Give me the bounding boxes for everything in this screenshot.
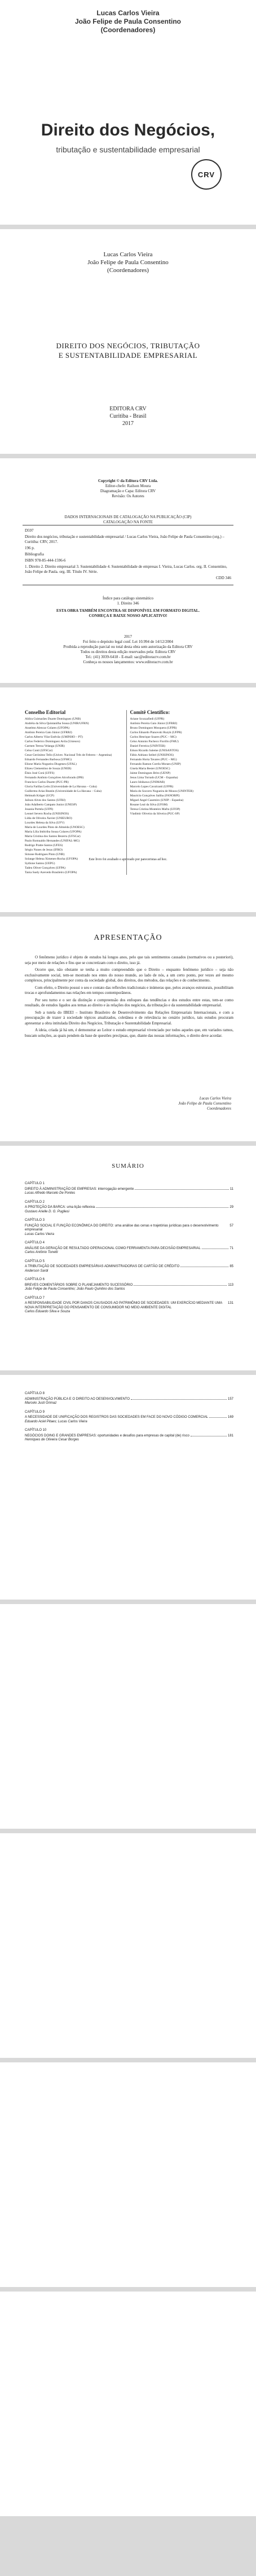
editorial-council-list <box>25 717 123 875</box>
table-of-contents <box>25 1182 233 1319</box>
toc-leader-dots <box>96 1204 228 1208</box>
table-of-contents-continued <box>25 1392 233 1447</box>
toc-page-number: 11 <box>229 1187 233 1191</box>
toc-page-number: 85 <box>229 1265 233 1268</box>
signature-author: Lucas Carlos Vieira <box>199 1096 231 1101</box>
presentation-paragraph: A ideia, criada já há um, é demonstrar ao Leitor o estudo empresarial vivenciado por todos aqueles que, em variados ramos, buscam soluções, as quais pendem da base de questões precípuas, que, diante das nossas informações, o direito deve acordar. <box>25 1028 233 1038</box>
toc-chapter-title: DIREITO À ADMINISTRAÇÃO DE EMPRESAS: interrogação emergente <box>25 1187 134 1191</box>
crv-seal-logo <box>191 159 222 190</box>
copyright-line: Copyright © da Editora CRV Ltda. <box>98 479 158 483</box>
blank-page <box>0 2062 256 2287</box>
council-member: Gisela Maria Bester (UNOESC) <box>130 767 170 770</box>
toc-entry[interactable] <box>25 1296 233 1315</box>
cover-subtitle: tributação e sustentabilidade empresarial <box>56 145 200 154</box>
toc-author: Lucas Alfredo Marcelo De Pontes <box>25 1191 76 1195</box>
toc-chapter-title: FUNÇÃO SOCIAL E FUNÇÃO ECONÔMICA DO DIREITO: uma análise das cenas e trajetórias jurídicas para o desenvolvimento empresarial <box>25 1224 219 1232</box>
toc-entry[interactable] <box>25 1219 233 1237</box>
cover-page <box>0 0 256 225</box>
cover-author-2: João Felipe de Paula Consentino <box>74 17 182 25</box>
copyright-footer <box>23 634 233 665</box>
catalog-line: 196 p. <box>25 546 35 550</box>
catalog-line: 1. Direito 2. Direito empresarial 3. Sustentabilidade 4. Sustentabilidade de empresas I. Vieira, Lucas Carlos. org. II. Consentino, João Felipe de Paula. org. III. Título IV. Série. <box>25 564 227 574</box>
footer-line: Tel.: (41) 3039-6418 - E-mail: sac@editoracrv.com.br <box>85 655 171 659</box>
presentation-paragraph: Por seu turno e o ser da distinção e compreensão dos enfoques das tendências e dos estudos entre estas, tem-se como resultado, de estudos ligados aos temas ao direito e às relações dos negócios, da tributação e da sustentabilidade empresarial. <box>25 997 233 1007</box>
catalog-line: ISBN 978-85-444-1596-6 <box>25 558 66 563</box>
council-member: Josania Portela (UFPI) <box>25 808 54 811</box>
council-member: Maria de Lourdes Pinto de Almeida (UNOESC) <box>25 826 85 829</box>
council-member: Tania Suely Azevedo Brasileiro (UFOPA) <box>25 871 77 874</box>
council-member: Rodrigo Pratte-Santos (UFES) <box>25 844 63 847</box>
toc-page-number: 29 <box>229 1206 233 1209</box>
catalog-line: Bibliografia <box>25 552 44 557</box>
council-member: Jailson Alves dos Santos (UFRJ) <box>25 799 66 802</box>
toc-page-number: 113 <box>228 1283 233 1287</box>
council-member: Antônio Pereira Gaio Júnior (UFRRJ) <box>130 722 178 725</box>
digital-line: CONHEÇA E BAIXE NOSSO APLICATIVO! <box>89 614 167 618</box>
copyright-line: Revisão: Os Autores <box>112 494 144 498</box>
council-member: Fernando Ramon Corrêa Moraes (UNIP) <box>130 763 181 766</box>
toc-page-number: 181 <box>227 1434 233 1438</box>
blank-page <box>0 1604 256 1829</box>
council-member: Maria do Socorro Nogueira de Moura (UNINTER) <box>130 790 193 793</box>
toc-author: Henriques de Oliveira Cesar Borges <box>25 1438 80 1442</box>
council-member: Fábio Adriano Seibel (UNISINOS) <box>130 753 174 757</box>
council-member: Edson Ricardo Saleme (UNISANTOS) <box>130 749 179 752</box>
review-note: Este livro foi avaliado e aprovado por pareceristas ad hoc. <box>89 858 167 861</box>
toc-entry[interactable] <box>25 1241 233 1255</box>
footer-line: Foi feito o depósito legal conf. Lei 10.994 de 14/12/2004 <box>82 639 173 644</box>
catalog-title-line: DADOS INTERNACIONAIS DE CATALOGAÇÃO NA PUBLICAÇÃO (CIP) <box>64 515 192 519</box>
toc-chapter: CAPÍTULO 10 <box>25 1429 47 1432</box>
toc-line <box>25 1264 233 1269</box>
footer-line: 2017 <box>124 634 132 639</box>
title-page <box>0 229 256 454</box>
council-member: Jaime Domingues Brito (UENP) <box>130 772 171 775</box>
toc-page-number: 71 <box>229 1246 233 1250</box>
footer-line: Conheça os nossos lançamentos: www.editoracrv.com.br <box>83 660 173 664</box>
publisher-name: EDITORA CRV <box>109 406 147 412</box>
title-line-1: DIREITO DOS NEGÓCIOS, TRIBUTAÇÃO <box>56 341 200 350</box>
presentation-page <box>0 917 256 1141</box>
toc-leader-dots <box>202 1246 229 1249</box>
catalog-index-title: Índice para catálogo sistemático <box>103 596 153 601</box>
editorial-council-title: Conselho Editorial <box>25 709 66 715</box>
toc-author: Carlos Antônio Tonetti <box>25 1251 58 1254</box>
signature-author: João Felipe de Paula Consentino <box>178 1101 231 1106</box>
blank-page <box>0 1833 256 2058</box>
title-page-author-2: João Felipe de Paula Consentino <box>87 259 169 266</box>
council-member: Eduardo Fernandes Barbosa (UFMG) <box>25 758 72 761</box>
toc-leader-dots <box>134 1282 227 1286</box>
toc-entry[interactable] <box>25 1201 233 1215</box>
council-member: Elizeu Clementino de Souza (UNEB) <box>25 767 72 770</box>
council-member: Carlos Federico Dominguez Avila (Unieuro) <box>25 740 80 743</box>
toc-chapter: CAPÍTULO 4 <box>25 1241 45 1245</box>
toc-line <box>25 1246 233 1251</box>
cover-title: Direito dos Negócios, <box>41 121 215 139</box>
council-member: Carlos Alberto Vilar Estêvão (UMINHO – PT) <box>25 735 83 739</box>
toc-chapter-title: A PROTEÇÃO DA BARCA: uma lição reflexiva <box>25 1206 95 1209</box>
digital-line: ESTA OBRA TAMBÉM ENCONTRA-SE DISPONÍVEL EM FORMATO DIGITAL. <box>56 608 200 613</box>
toc-chapter: CAPÍTULO 2 <box>25 1200 45 1204</box>
catalog-line: Direito dos negócios, tributação e sustentabilidade empresarial / Lucas Carlos Vieira, João Felipe de Paula Consentino (org.) – Curitiba: CRV, 2017. <box>25 535 224 544</box>
title-page-publisher <box>0 405 256 427</box>
copyright-page <box>0 458 256 683</box>
catalog-cdd: CDD 346 <box>215 576 231 580</box>
council-member: Gloria Fariñas León (Universidade de La Havana – Cuba) <box>25 785 97 788</box>
council-member: Sydione Santos (UEPG) <box>25 862 55 865</box>
toc-chapter-title: A NECESSIDADE DE UNIFICAÇÃO DOS REGISTROS DAS SOCIEDADES EM FACE DO NOVO CÓDIGO COMERCIAL <box>25 1416 209 1419</box>
toc-chapter: CAPÍTULO 5 <box>25 1259 45 1263</box>
catalog-title-line: CATALOGAÇÃO NA FONTE <box>103 520 153 524</box>
scientific-committee <box>126 710 232 875</box>
council-member: Antônio Pereira Gaio Júnior (UFRRJ) <box>25 731 72 734</box>
toc-line <box>25 1186 233 1192</box>
toc-chapter: CAPÍTULO 3 <box>25 1219 45 1222</box>
digital-edition-notice <box>0 608 256 619</box>
toc-author: Gustavo Arielle D. G. Pugliesi <box>25 1210 69 1213</box>
blank-page <box>0 2292 256 2516</box>
toc-page-number: 57 <box>229 1224 233 1228</box>
footer-line: Proibida a reprodução parcial ou total desta obra sem autorização da Editora CRV <box>63 645 193 649</box>
toc-page-number: 157 <box>227 1397 233 1401</box>
council-member: Mauricio Gonçalves Saliba (FANORPI) <box>130 794 180 798</box>
title-page-title <box>11 341 245 360</box>
presentation-title: APRESENTAÇÃO <box>94 934 162 942</box>
council-member: Cesar Gerónimo Tello (Univer. Nacional Três de Febrero – Argentina) <box>25 753 112 757</box>
cover-author-1: Lucas Carlos Vieira <box>96 9 160 17</box>
toc-entry[interactable] <box>25 1278 233 1292</box>
council-member: Anselmo Alencar Colares (UFOPA) <box>25 726 70 730</box>
toc-chapter: CAPÍTULO 8 <box>25 1392 45 1395</box>
toc-entry[interactable] <box>25 1260 233 1274</box>
council-member: Vladimir Oliveira da Silveira (PUC-SP) <box>130 812 180 816</box>
toc-chapter: CAPÍTULO 7 <box>25 1296 45 1300</box>
council-member: Francisco Carlos Duarte (PUC-PR) <box>25 781 69 784</box>
council-member: Sérgio Nunes de Jesus (IFRO) <box>25 848 63 852</box>
presentation-paragraph: Sob a tutela do IBEEI – Instituto Brasileiro de Desenvolvimento das Relações Empresariais Internacionais, e com a preocupação de trazer à sociedade tópicos atualizados, coletânea e de relevância no cenário jurídico, tais estudos procuram apresentar a obra intitulada Direito dos Negócios, Tributação e Sustentabilidade Empresarial. <box>25 1010 233 1026</box>
toc-line <box>25 1300 233 1310</box>
toc-chapter: CAPÍTULO 6 <box>25 1278 45 1281</box>
toc-page-number: 169 <box>227 1416 233 1419</box>
toc-author: Carlos Eduardo Silva e Souza <box>25 1310 70 1313</box>
toc-line <box>25 1396 233 1402</box>
toc-chapter-title: ANÁLISE DA GERAÇÃO DE RESULTADO OPERACIONAL COMO FERRAMENTA PARA DECISÃO EMPRESARIAL <box>25 1246 201 1250</box>
council-member: Leonel Severo Rocha (UNISINOS) <box>25 812 69 816</box>
council-member: Helmuth Krüger (UCP) <box>25 794 54 798</box>
toc-line <box>25 1204 233 1210</box>
council-member: Celso Antonio Pacheco Fiorillo (FMU) <box>130 740 179 743</box>
toc-author: Eduardo Aciel Pitaes; Lucas Carlos Vieira <box>25 1420 87 1423</box>
council-member: Carlos Henrique Soares (PUC – MG) <box>130 735 176 739</box>
scientific-committee-list <box>130 717 228 816</box>
editorial-council <box>25 710 126 875</box>
council-member: Teresa Cristina Monteiro Mafra (UFOP) <box>130 808 180 811</box>
toc-author: Lucas Carlos Vieira <box>25 1232 54 1236</box>
toc-chapter-title: BREVES COMENTÁRIOS SOBRE O PLANEJAMENTO SUCESSÓRIO <box>25 1283 133 1287</box>
council-member: Élsio José Corá (UFFS) <box>25 772 55 775</box>
council-member: Andréia da Silva Quintanilha Sousa (UNIR/UFRN) <box>25 722 89 725</box>
publisher-year: 2017 <box>122 420 134 427</box>
toc-leader-dots <box>135 1186 228 1190</box>
copyright-line: Diagramação e Capa: Editora CRV <box>100 489 156 493</box>
publisher-city: Curitiba - Brasil <box>109 413 147 419</box>
council-member: Tadeu Oliver Gonçalves (UFPA) <box>25 866 65 870</box>
toc-leader-dots <box>209 1414 227 1418</box>
toc-line <box>25 1414 233 1420</box>
toc-author: Anderson Sardi <box>25 1269 48 1273</box>
toc-entry[interactable] <box>25 1392 233 1406</box>
title-line-2: E SUSTENTABILIDADE EMPRESARIAL <box>58 351 198 360</box>
scientific-committee-title: Comitê Científico: <box>130 709 170 715</box>
cover-authors <box>0 9 256 34</box>
cover-role: (Coordenadores) <box>100 26 156 34</box>
council-member: Jesus Lima Torrado (UCM – Espanha) <box>130 776 178 779</box>
council-member: Miguel Angel Casemiro (UNIP – Espanha) <box>130 799 184 802</box>
catalog-index <box>0 596 256 606</box>
toc-chapter-title: A RESPONSABILIDADE CIVIL POR DANOS CAUSADOS AO PATRIMÔNIO DE SOCIEDADES: UM EXERCÍCIO MEDIANTE UMA NOVA INTERPRETAÇÃO DO PENSAMENTO DE CONSUMIDOR NO MEIO AMBIENTE DIGITAL <box>25 1302 222 1309</box>
council-page <box>0 687 256 912</box>
toc-chapter-title: NEGÓCIOS DOING E GRANDES EMPRESAS: oportunidades e desafios para empresas de capital (de) risco <box>25 1434 189 1438</box>
catalog-index-item: 1. Direito 346 <box>117 601 139 606</box>
council-member: Elione Maria Nogueira Diogenes (UFAL) <box>25 763 77 766</box>
footer-line: Todos os direitos desta edição reservados pela: Editora CRV <box>80 650 176 654</box>
council-member: Solange Helena Ximenes-Rocha (UFOPA) <box>25 857 78 861</box>
catalog-title <box>23 515 233 525</box>
council-member: Fernando Antônio Gonçalves Alcoforado (IPB) <box>25 776 84 779</box>
presentation-paragraph: Ocorre que, não obstante se tenha a muito compreendido que o Direito – enquanto fenômeno jurídico – seja não exclusivamente social, tem-se mostrado nos entes do nosso mundo, ao lado de nós, a um certo ponto, por vezes até mesmo complexos, principalmente por conta da sociedade global, dos direitos, dos métodos, das relações e do conhecimento. <box>25 967 233 983</box>
council-member: Rosane Leal da Silva (UFSM) <box>130 803 168 807</box>
signature-role: Coordenadores <box>206 1106 231 1111</box>
presentation-paragraph: O fenômeno jurídico é objeto de estudos há longos anos, pelo que tais sentimentos causados (normativos ou a posteriori), seja por meio de relações e fins que se concretizam com o direito, isso já. <box>25 955 233 965</box>
crv-seal-text: CRV <box>197 170 215 179</box>
council-member: Carmen Tereza Velanga (UNIR) <box>25 744 65 748</box>
council-columns <box>25 710 231 875</box>
council-member: Daniel Ferreira (UNINTER) <box>130 744 166 748</box>
toc-chapter: CAPÍTULO 1 <box>25 1182 45 1185</box>
catalog-line: D597 <box>25 528 34 533</box>
copyright-line: Editor-chefe: Railson Moura <box>105 484 151 488</box>
council-member: Lauro Ishikawa (UNIMAR) <box>130 781 165 784</box>
council-member: Marcelo Lopes Cavalcanti (UFPR) <box>130 785 174 788</box>
title-page-author-1: Lucas Carlos Vieira <box>103 251 153 258</box>
council-member: Ariane Scozzafiedi (UFPR) <box>130 717 165 721</box>
toc-line <box>25 1282 233 1288</box>
council-member: Maria Lília Imbiriba Sousa Colares (UFOPA) <box>25 830 82 834</box>
presentation-paragraph: Com efeito, o Direito possui o seu e contato das reflexões tradicionais e inúmeras que, pelos avanços estruturais, possibilitam trocas e aprofundamentos nas relações em tempos contemporâneos. <box>25 985 233 995</box>
toc-chapter-title: ADMINISTRAÇÃO PÚBLICA E O DIREITO AO DESENVOLVIMENTO <box>25 1397 130 1401</box>
toc-line <box>25 1223 233 1233</box>
toc-chapter-title: A TRIBUTAÇÃO DE SOCIEDADES EMPRESÁRIAS ADMINISTRADORAS DE CARTÃO DE CRÉDITO <box>25 1265 180 1268</box>
toc-entry[interactable] <box>25 1410 233 1425</box>
council-member: Guillermo Arias Beatón (Universidade de La Havana – Cuba) <box>25 790 101 793</box>
title-page-role: (Coordenadores) <box>107 267 149 274</box>
summary-page-2 <box>0 1375 256 1600</box>
toc-page-number: 131 <box>227 1302 233 1305</box>
council-member: Carlos Eduardo Pianovski Ruzyk (UFPR) <box>130 731 182 734</box>
toc-entry[interactable] <box>25 1429 233 1443</box>
summary-page-1 <box>0 1146 256 1370</box>
council-member: Celso Conti (UFSCar) <box>25 749 53 752</box>
toc-author: Marcelo Justi Grimaz <box>25 1401 57 1405</box>
presentation-text <box>25 955 233 1040</box>
council-member: Fernando Horta Tavares (PUC – MG) <box>130 758 177 761</box>
copyright-header <box>0 479 256 499</box>
toc-leader-dots <box>180 1264 228 1267</box>
toc-leader-dots <box>191 1433 227 1436</box>
council-member: Simone Rodrigues Pinto (UNB) <box>25 853 65 856</box>
council-member: Paulo Romualdo Hernandes (UNIFAL-MG) <box>25 839 80 843</box>
council-member: Lourdes Helena da Silva (UFV) <box>25 821 65 825</box>
title-page-authors <box>0 251 256 274</box>
toc-line <box>25 1433 233 1439</box>
council-member: João Adalberto Campato Junior (UNESP) <box>25 803 77 807</box>
toc-entry[interactable] <box>25 1182 233 1196</box>
catalog-card <box>23 525 233 585</box>
council-member: Aldira Guimarães Duarte Domínguez (UNB) <box>25 717 81 721</box>
council-member: Bruno Dominguez Mosquera (UFPR) <box>130 726 177 730</box>
toc-author: João Felipe de Paula Consentino; João Paulo Quintino dos Santos <box>25 1287 125 1291</box>
presentation-signature <box>178 1096 231 1111</box>
summary-title: SUMÁRIO <box>112 1163 144 1169</box>
toc-chapter: CAPÍTULO 9 <box>25 1410 45 1414</box>
toc-leader-dots <box>131 1396 227 1400</box>
council-member: Maria Cristina dos Santos Bezerra (UFSCar) <box>25 835 81 838</box>
council-member: Lídia de Oliveira Xavier (UNIEURO) <box>25 817 72 820</box>
